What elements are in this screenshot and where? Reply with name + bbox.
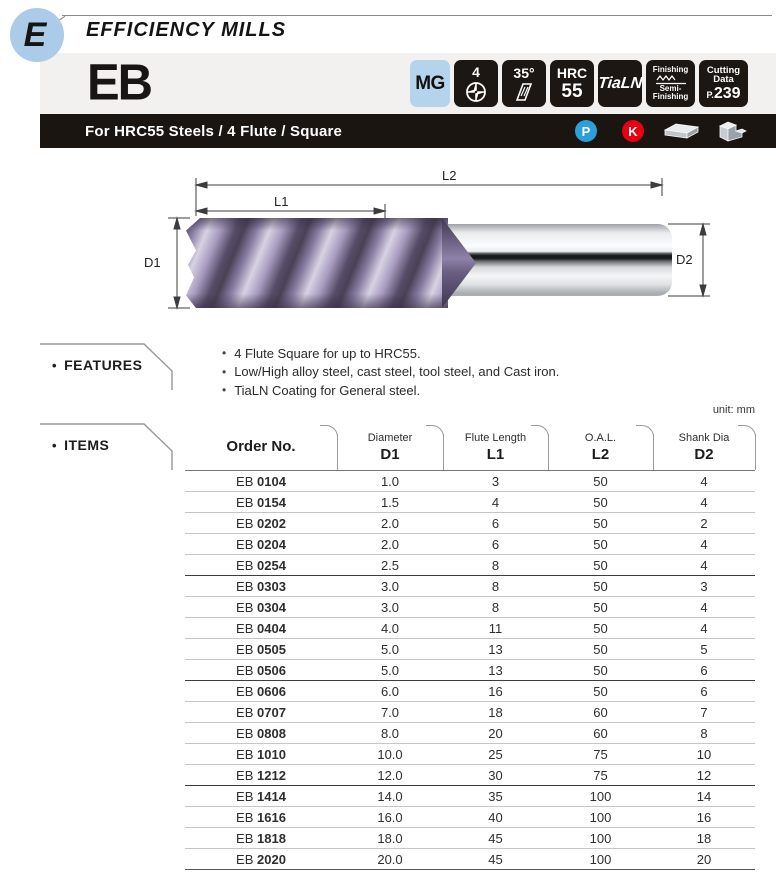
cutting-data-label-line2: Data (713, 74, 734, 85)
feature-bullet-item (222, 363, 559, 382)
feature-text: 4 Flute Square for up to HRC55. (234, 345, 421, 361)
diameter-cell: 2.0 (380, 536, 400, 552)
features-heading-text: FEATURES (64, 357, 143, 373)
hardness-badge (550, 60, 594, 107)
oal-cell: 50 (593, 578, 608, 594)
dim-label-d1: D1 (144, 255, 161, 270)
shank-dia-cell: 4 (700, 599, 708, 615)
diameter-cell: 1.5 (380, 494, 400, 510)
oal-cell: 60 (593, 725, 608, 741)
shank-dia-cell: 5 (700, 641, 708, 657)
end-mill-shank (444, 224, 672, 296)
end-mill-flutes (186, 218, 448, 308)
table-row (185, 723, 755, 744)
hardness-label-line1: HRC (556, 65, 588, 81)
table-body (185, 471, 755, 870)
diameter-cell: 2.5 (380, 557, 400, 573)
table-row (185, 597, 755, 618)
diameter-cell: 10.0 (377, 746, 403, 762)
hardness-label-line2: 55 (561, 81, 583, 102)
table-row (185, 492, 755, 513)
column-header (548, 425, 653, 470)
diameter-cell: 5.0 (380, 641, 400, 657)
order-prefix: EB (236, 746, 258, 762)
order-no-cell (185, 831, 337, 846)
oal-cell: 50 (593, 620, 608, 636)
column-header (443, 425, 548, 470)
items-table (185, 425, 755, 870)
order-prefix: EB (236, 662, 258, 678)
shank-dia-cell: 10 (696, 746, 712, 762)
shank-dia-cell: 4 (700, 620, 708, 636)
order-no-cell (185, 495, 337, 510)
table-row (185, 555, 755, 576)
order-prefix: EB (236, 704, 258, 720)
order-no-cell (185, 600, 337, 615)
table-row (185, 660, 755, 681)
diameter-cell: 12.0 (377, 767, 403, 783)
header-rule (62, 15, 772, 16)
dim-label-l2: L2 (442, 168, 457, 183)
order-no-cell (185, 516, 337, 531)
oal-cell: 60 (593, 704, 608, 720)
cutting-data-label-line1: Cutting (706, 64, 741, 76)
flute-length-cell: 18 (488, 704, 503, 720)
feature-bullet-item (222, 381, 559, 400)
order-prefix: EB (236, 536, 258, 552)
diameter-cell: 5.0 (380, 662, 400, 678)
order-number: 1818 (257, 830, 286, 846)
order-prefix: EB (236, 641, 258, 657)
column-header-title: Order No. (226, 438, 296, 455)
column-header (337, 425, 443, 470)
order-prefix: EB (236, 851, 258, 867)
diameter-cell: 20.0 (377, 851, 403, 867)
order-prefix: EB (236, 599, 258, 615)
flute-length-cell: 13 (488, 641, 503, 657)
diameter-cell: 16.0 (377, 809, 403, 825)
table-row (185, 471, 755, 492)
flute-length-cell: 6 (491, 515, 500, 531)
iso-p-steel-badge: P (575, 120, 597, 142)
order-number: 2020 (257, 851, 286, 867)
oal-cell: 50 (593, 557, 608, 573)
order-number: 1212 (257, 767, 286, 783)
technical-drawing (0, 148, 776, 348)
shank-dia-cell: 4 (700, 536, 708, 552)
shank-dia-cell: 6 (700, 662, 708, 678)
shank-dia-cell: 3 (700, 578, 708, 594)
iso-k-cast-iron-badge: K (622, 120, 644, 142)
order-prefix: EB (236, 578, 258, 594)
table-header-row (185, 425, 755, 471)
oal-cell: 75 (593, 746, 608, 762)
order-number: 0303 (257, 578, 286, 594)
coating-label: TiaLN (597, 74, 644, 92)
helix-angle-label: 35° (513, 64, 535, 81)
order-prefix: EB (236, 557, 258, 573)
feature-bullet-item (222, 344, 559, 363)
order-number: 0506 (257, 662, 286, 678)
flute-length-cell: 8 (491, 557, 500, 573)
order-prefix: EB (236, 683, 258, 699)
order-no-cell (185, 642, 337, 657)
shank-dia-cell: 4 (700, 473, 708, 489)
items-bullet-marker: • (52, 437, 58, 453)
order-number: 1414 (257, 788, 286, 804)
flute-length-cell: 4 (491, 494, 500, 510)
page-title: EFFICIENCY MILLS (86, 19, 287, 41)
series-letter: E (23, 15, 47, 54)
order-no-cell (185, 474, 337, 489)
semi-finishing-label-line2: Finishing (652, 92, 689, 101)
features-section-tab (40, 343, 180, 390)
order-number: 0808 (257, 725, 286, 741)
cutting-data-page-ref: P.239 (706, 84, 741, 102)
flute-length-cell: 3 (491, 473, 500, 489)
flute-length-cell: 45 (488, 851, 503, 867)
shank-dia-cell: 18 (696, 830, 712, 846)
column-header-symbol: L1 (486, 446, 505, 463)
order-no-cell (185, 705, 337, 720)
features-list (222, 344, 559, 400)
order-no-cell (185, 726, 337, 741)
order-number: 0204 (257, 536, 286, 552)
items-heading (52, 423, 109, 467)
flute-cross-section-icon (465, 81, 487, 103)
table-row (185, 828, 755, 849)
oal-cell: 50 (593, 599, 608, 615)
bullet-icon: • (222, 364, 227, 379)
order-number: 0104 (257, 473, 286, 489)
flute-count-label: 4 (472, 63, 480, 80)
table-row (185, 765, 755, 786)
flute-length-cell: 11 (488, 620, 503, 636)
coating-badge (598, 60, 642, 107)
oal-cell: 100 (589, 809, 612, 825)
order-no-cell (185, 663, 337, 678)
flute-length-cell: 13 (488, 662, 503, 678)
column-header-title: Flute Length (464, 432, 527, 444)
flute-length-cell: 25 (488, 746, 503, 762)
order-number: 0404 (257, 620, 286, 636)
order-number: 0154 (257, 494, 286, 510)
helix-angle-icon (513, 82, 535, 102)
product-band (40, 53, 776, 114)
order-no-cell (185, 558, 337, 573)
order-no-cell (185, 810, 337, 825)
flute-length-cell: 16 (488, 683, 503, 699)
diameter-cell: 7.0 (380, 704, 400, 720)
order-number: 1010 (257, 746, 286, 762)
feature-text: TiaLN Coating for General steel. (234, 382, 421, 398)
order-no-cell (185, 579, 337, 594)
oal-cell: 100 (589, 788, 612, 804)
order-no-cell (185, 747, 337, 762)
flute-length-cell: 20 (488, 725, 503, 741)
diameter-cell: 1.0 (380, 473, 400, 489)
order-no-cell (185, 852, 337, 867)
table-row (185, 618, 755, 639)
shank-dia-cell: 4 (700, 557, 708, 573)
bullet-icon: • (222, 346, 227, 361)
oal-cell: 50 (593, 683, 608, 699)
diameter-cell: 3.0 (380, 599, 400, 615)
unit-note: unit: mm (712, 404, 755, 416)
material-grade-label: MG (415, 73, 445, 94)
product-code: EB (87, 54, 152, 112)
order-prefix: EB (236, 494, 258, 510)
flute-length-cell: 35 (488, 788, 503, 804)
oal-cell: 75 (593, 767, 608, 783)
oal-cell: 50 (593, 515, 608, 531)
order-prefix: EB (236, 515, 258, 531)
order-number: 0202 (257, 515, 286, 531)
workpiece-step-block-icon (716, 121, 748, 143)
shank-dia-cell: 12 (696, 767, 712, 783)
flute-length-cell: 45 (488, 830, 503, 846)
table-row (185, 702, 755, 723)
features-heading (52, 343, 142, 387)
table-row (185, 849, 755, 870)
column-header (185, 425, 337, 470)
flute-length-cell: 40 (488, 809, 503, 825)
shank-dia-cell: 20 (696, 851, 712, 867)
flute-length-cell: 6 (491, 536, 500, 552)
shank-dia-cell: 7 (700, 704, 708, 720)
diameter-cell: 2.0 (380, 515, 400, 531)
diameter-cell: 18.0 (377, 830, 403, 846)
column-header-symbol: L2 (591, 446, 610, 463)
dim-label-l1: L1 (274, 194, 289, 209)
column-header-symbol: D2 (694, 446, 714, 463)
order-prefix: EB (236, 830, 258, 846)
column-header-title: O.A.L. (584, 432, 617, 444)
flute-length-cell: 8 (491, 578, 500, 594)
feature-text: Low/High alloy steel, cast steel, tool steel, and Cast iron. (234, 364, 560, 380)
subtitle-bar (40, 114, 776, 148)
order-no-cell (185, 537, 337, 552)
semi-finishing-label-line1: Semi- (659, 84, 682, 93)
shank-dia-cell: 6 (700, 683, 708, 699)
flute-count-badge (454, 60, 498, 107)
flute-length-cell: 8 (491, 599, 500, 615)
diameter-cell: 14.0 (377, 788, 403, 804)
shank-dia-cell: 16 (696, 809, 712, 825)
oal-cell: 100 (589, 830, 612, 846)
table-row (185, 534, 755, 555)
order-number: 0606 (257, 683, 286, 699)
cutting-data-badge (699, 60, 748, 107)
oal-cell: 50 (593, 662, 608, 678)
oal-cell: 50 (593, 494, 608, 510)
order-prefix: EB (236, 473, 258, 489)
order-no-cell (185, 621, 337, 636)
dim-label-d2: D2 (676, 252, 693, 267)
shank-dia-cell: 2 (700, 515, 708, 531)
oal-cell: 50 (593, 473, 608, 489)
order-number: 0505 (257, 641, 286, 657)
order-no-cell (185, 768, 337, 783)
column-header-symbol: D1 (380, 446, 400, 463)
table-row (185, 513, 755, 534)
items-section-tab (40, 423, 180, 470)
badge-row (410, 60, 748, 107)
material-grade-badge (410, 60, 450, 107)
helix-angle-badge (502, 60, 546, 107)
diameter-cell: 3.0 (380, 578, 400, 594)
shank-dia-cell: 4 (700, 494, 708, 510)
oal-cell: 100 (589, 851, 612, 867)
order-number: 1616 (257, 809, 286, 825)
shank-dia-cell: 8 (700, 725, 708, 741)
table-row (185, 576, 755, 597)
order-no-cell (185, 789, 337, 804)
subtitle-text: For HRC55 Steels / 4 Flute / Square (85, 122, 343, 140)
column-header-title: Shank Dia (678, 432, 730, 444)
features-bullet-marker: • (52, 357, 58, 373)
shank-dia-cell: 14 (696, 788, 712, 804)
finishing-badge (646, 60, 695, 107)
table-row (185, 786, 755, 807)
oal-cell: 50 (593, 536, 608, 552)
table-row (185, 744, 755, 765)
diameter-cell: 6.0 (380, 683, 400, 699)
table-row (185, 681, 755, 702)
workpiece-plate-icon (660, 121, 702, 141)
column-header (653, 425, 755, 470)
flute-length-cell: 30 (488, 767, 503, 783)
order-prefix: EB (236, 725, 258, 741)
order-no-cell (185, 684, 337, 699)
order-prefix: EB (236, 809, 258, 825)
table-row (185, 807, 755, 828)
order-prefix: EB (236, 788, 258, 804)
table-row (185, 639, 755, 660)
finishing-label: Finishing (652, 65, 689, 74)
order-number: 0707 (257, 704, 286, 720)
diameter-cell: 4.0 (380, 620, 400, 636)
order-number: 0254 (257, 557, 286, 573)
items-heading-text: ITEMS (64, 437, 110, 453)
oal-cell: 50 (593, 641, 608, 657)
order-number: 0304 (257, 599, 286, 615)
order-prefix: EB (236, 767, 258, 783)
column-header-title: Diameter (367, 432, 413, 444)
diameter-cell: 8.0 (380, 725, 400, 741)
series-logo-circle (10, 8, 64, 62)
bullet-icon: • (222, 383, 227, 398)
order-prefix: EB (236, 620, 258, 636)
